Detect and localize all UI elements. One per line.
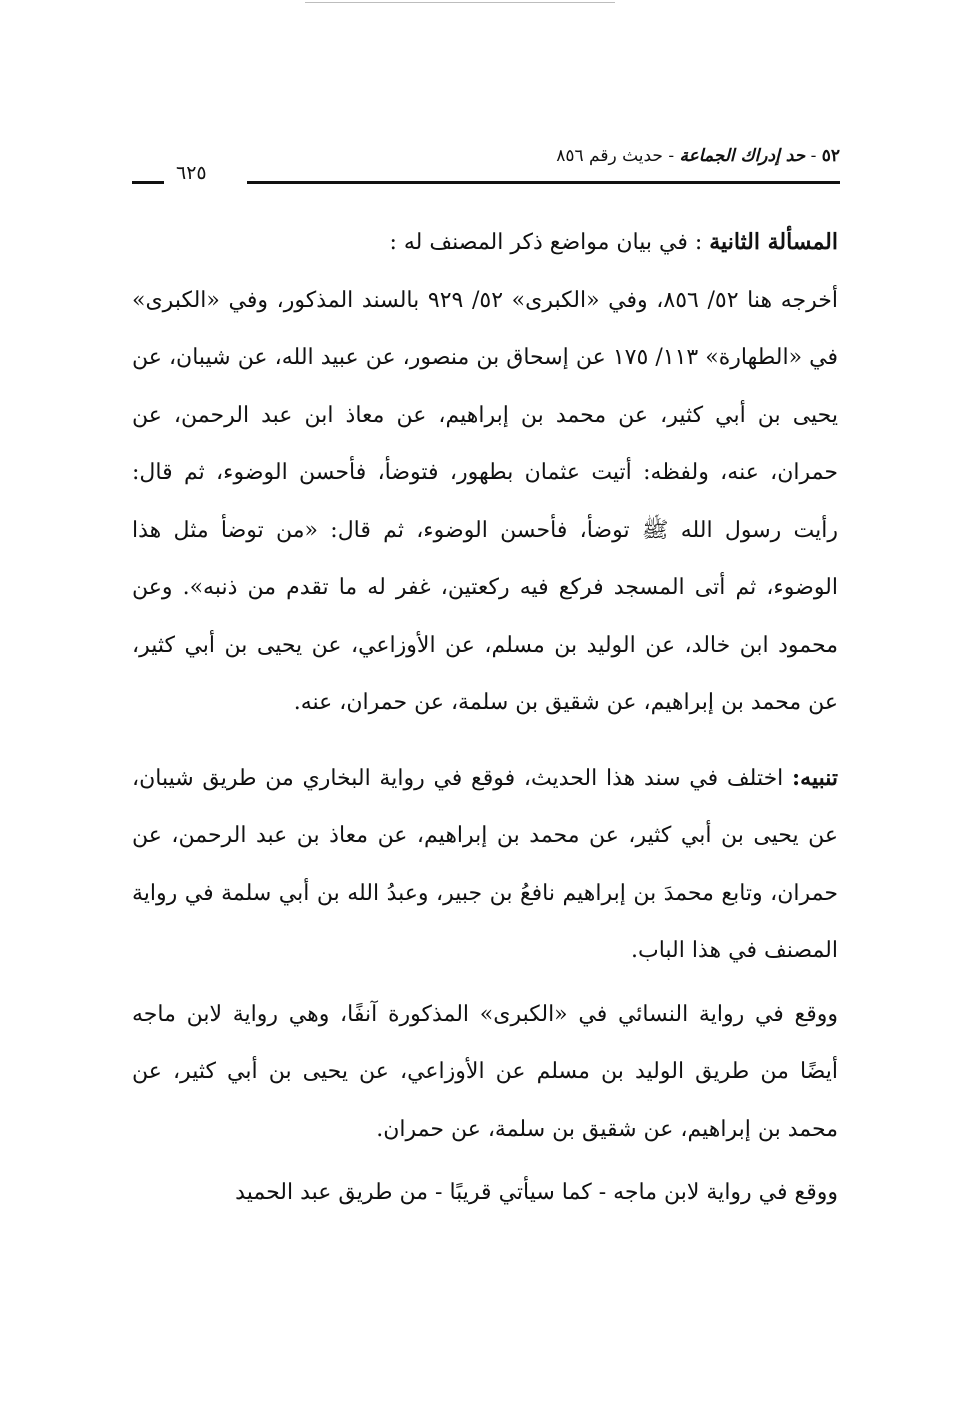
section-lead: المسألة الثانية: [709, 229, 838, 255]
page-number-dash: [132, 181, 164, 184]
header-rule: [247, 181, 840, 184]
paragraph-takhrij: أخرجه هنا ٥٢/ ٨٥٦، وفي «الكبرى» ٥٢/ ٩٢٩ بالسند المذكور، وفي «الكبرى» في «الطهارة» ١١٣/ ١٧٥ عن إسحاق بن منصور، عن عبيد الله، عن شيبان، عن يحيى بن أبي كثير، عن محمد بن إبراهيم، عن معاذ ابن عبد الرحمن، عن حمران، عنه، ولفظه: أتيت عثمان بطهور، فتوضأ، فأحسن الوضوء، ثم قال: رأيت رسول الله ﷺ توضأ، فأحسن الوضوء، ثم قال: «من توضأ مثل هذا الوضوء، ثم أتى المسجد فركع فيه ركعتين، غفر له ما تقدم من ذنبه». وعن محمود ابن خالد، عن الوليد بن مسلم، عن الأوزاعي، عن يحيى بن أبي كثير، عن محمد بن إبراهيم، عن شقيق بن سلمة، عن حمران، عنه.: [132, 287, 839, 715]
book-title: حد إدراك الجماعة: [679, 146, 806, 166]
hadith-reference: حديث رقم ٨٥٦: [556, 146, 663, 166]
page-body: [132, 214, 838, 1222]
section-heading: [132, 214, 838, 272]
header-separator: -: [668, 146, 675, 166]
running-header: [132, 140, 840, 190]
notice-text: اختلف في سند هذا الحديث، فوقع في رواية البخاري من طريق شيبان، عن يحيى بن أبي كثير، عن محمد بن إبراهيم، عن معاذ بن عبد الرحمن، عن حمران، وتابع محمدَ بن إبراهيم نافعُ بن جبير، وعبدُ الله بن أبي سلمة في رواية المصنف في هذا الباب.: [132, 765, 838, 963]
top-edge-rule: [305, 2, 615, 3]
notice-lead: تنبيه:: [792, 764, 838, 791]
notice-paragraph: [132, 750, 838, 980]
paragraph-nasai: ووقع في رواية النسائي في «الكبرى» المذكورة آنفًا، وهي رواية لابن ماجه أيضًا من طريق الوليد بن مسلم عن الأوزاعي، عن يحيى بن أبي كثير، عن محمد بن إبراهيم، عن شقيق بن سلمة، عن حمران.: [132, 1001, 838, 1142]
page-number: ٦٢٥: [176, 162, 207, 184]
paragraph-ibn-majah: ووقع في رواية لابن ماجه - كما سيأتي قريبًا - من طريق عبد الحميد: [235, 1180, 838, 1205]
header-separator: -: [810, 146, 817, 166]
header-title: [556, 146, 840, 166]
section-text: : في بيان مواضع ذكر المصنف له :: [389, 230, 710, 255]
chapter-number: ٥٢: [821, 146, 840, 166]
